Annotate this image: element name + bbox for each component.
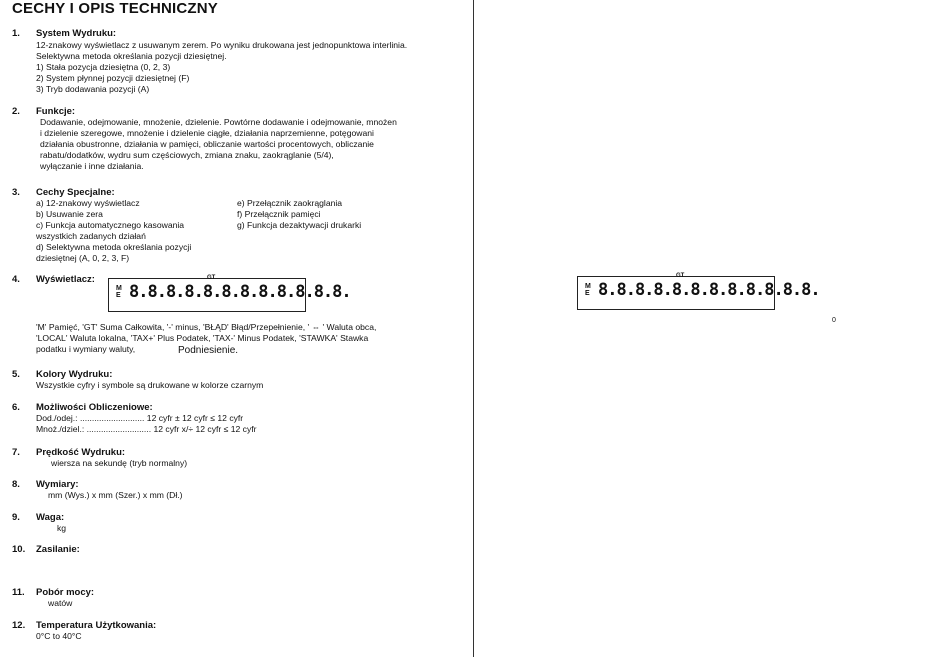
section-6-line: Dod./odej.: ........................... 12 cyfr ± 12 cyfr ≤ 12 cyfr xyxy=(36,413,244,423)
section-5-line: Wszystkie cyfry i symbole są drukowane w kolorze czarnym xyxy=(36,380,264,390)
section-3-left-item: b) Usuwanie zera xyxy=(36,209,103,219)
section-3-right-item: g) Funkcja dezaktywacji drukarki xyxy=(237,220,362,230)
small-mark: 0 xyxy=(832,317,836,324)
section-12-heading: Temperatura Użytkowania: xyxy=(36,620,157,631)
section-12-number: 12. xyxy=(12,620,26,631)
section-4-line: podatku i wymiany waluty, xyxy=(36,344,136,354)
section-11-heading: Pobór mocy: xyxy=(36,587,95,598)
lcd-digits: 8.8.8.8.8.8.8.8.8.8.8.8. xyxy=(129,282,351,302)
lcd-display xyxy=(108,275,351,312)
section-1-line: 3) Tryb dodawania pozycji (A) xyxy=(36,84,150,94)
section-9-heading: Waga: xyxy=(36,512,65,523)
lcd-gt-mark: GT xyxy=(676,273,685,279)
section-3-right-item: f) Przełącznik pamięci xyxy=(237,209,321,219)
section-9-number: 9. xyxy=(12,512,20,523)
section-8-line: mm (Wys.) x mm (Szer.) x mm (Dł.) xyxy=(48,490,183,500)
section-11-line: watów xyxy=(48,598,73,608)
section-3-left-item: d) Selektywna metoda określania pozycji xyxy=(36,242,192,252)
section-6-number: 6. xyxy=(12,402,20,413)
section-1-number: 1. xyxy=(12,28,20,39)
lcd-me-label: M E xyxy=(116,285,122,299)
section-6-heading: Możliwości Obliczeniowe: xyxy=(36,402,153,413)
section-2-line: działania obustronne, działania w pamięci, obliczanie wartości procentowych, obliczanie xyxy=(40,139,374,149)
lcd-display-right xyxy=(577,273,820,310)
lcd-digits: 8.8.8.8.8.8.8.8.8.8.8.8. xyxy=(598,280,820,300)
section-5-heading: Kolory Wydruku: xyxy=(36,369,113,380)
section-2-number: 2. xyxy=(12,106,20,117)
section-3-number: 3. xyxy=(12,187,20,198)
section-1-line: 1) Stała pozycja dziesiętna (0, 2, 3) xyxy=(36,62,171,72)
section-2-line: wyłączanie i inne działania. xyxy=(40,161,144,171)
section-2-line: Dodawanie, odejmowanie, mnożenie, dzielenie. Powtórne dodawanie i odejmowanie, mnożen xyxy=(40,117,397,127)
section-9-line: kg xyxy=(57,523,67,533)
section-3-left-item: dziesiętnej (A, 0, 2, 3, F) xyxy=(36,253,130,263)
section-7-heading: Prędkość Wydruku: xyxy=(36,447,126,458)
section-1-line: 12-znakowy wyświetlacz z usuwanym zerem. Po wyniku drukowana jest jednopunktowa interlinia. xyxy=(36,40,408,50)
section-7-number: 7. xyxy=(12,447,20,458)
section-3-right-item: e) Przełącznik zaokrąglania xyxy=(237,198,343,208)
section-10-heading: Zasilanie: xyxy=(36,544,80,555)
section-3-left-item: a) 12-znakowy wyświetlacz xyxy=(36,198,140,208)
section-4-extra: Podniesienie. xyxy=(178,345,239,356)
section-11-number: 11. xyxy=(12,587,25,598)
section-1-line: Selektywna metoda określania pozycji dziesiętnej. xyxy=(36,51,227,61)
lcd-me-label: M E xyxy=(585,283,591,297)
section-2-line: i dzielenie szeregowe, mnożenie i dzielenie ciągłe, działania naprzemienne, potęgowani xyxy=(40,128,374,138)
section-4-number: 4. xyxy=(12,274,20,285)
section-4-line: 'M' Pamięć, 'GT' Suma Całkowita, '-' minus, 'BŁĄD' Błąd/Przepełnienie, ' ⇔ ' Waluta obca, xyxy=(36,322,377,332)
page-title: CECHY I OPIS TECHNICZNY xyxy=(12,0,219,17)
section-12-line: 0°C to 40°C xyxy=(36,631,82,641)
section-6-line: Mnoż./dziel.: ........................... 12 cyfr x/÷ 12 cyfr ≤ 12 cyfr xyxy=(36,424,257,434)
section-8-heading: Wymiary: xyxy=(36,479,79,490)
section-2-heading: Funkcje: xyxy=(36,106,76,117)
section-8-number: 8. xyxy=(12,479,20,490)
section-1-heading: System Wydruku: xyxy=(36,28,117,39)
section-4-line: 'LOCAL' Waluta lokalna, 'TAX+' Plus Podatek, 'TAX-' Minus Podatek, 'STAWKA' Stawka xyxy=(36,333,369,343)
section-5-number: 5. xyxy=(12,369,20,380)
section-4-heading: Wyświetlacz: xyxy=(36,274,95,285)
section-7-line: wiersza na sekundę (tryb normalny) xyxy=(51,458,188,468)
section-3-left-item: c) Funkcja automatycznego kasowania xyxy=(36,220,185,230)
page-divider xyxy=(473,0,474,657)
lcd-gt-mark: GT xyxy=(207,275,216,281)
section-10-number: 10. xyxy=(12,544,26,555)
section-2-line: rabatu/dodatków, wydru sum częściowych, zmiana znaku, zaokrąglanie (5/4), xyxy=(40,150,334,160)
section-3-left-item: wszystkich zadanych działań xyxy=(36,231,146,241)
section-3-heading: Cechy Specjalne: xyxy=(36,187,115,198)
section-1-line: 2) System płynnej pozycji dziesiętnej (F) xyxy=(36,73,190,83)
